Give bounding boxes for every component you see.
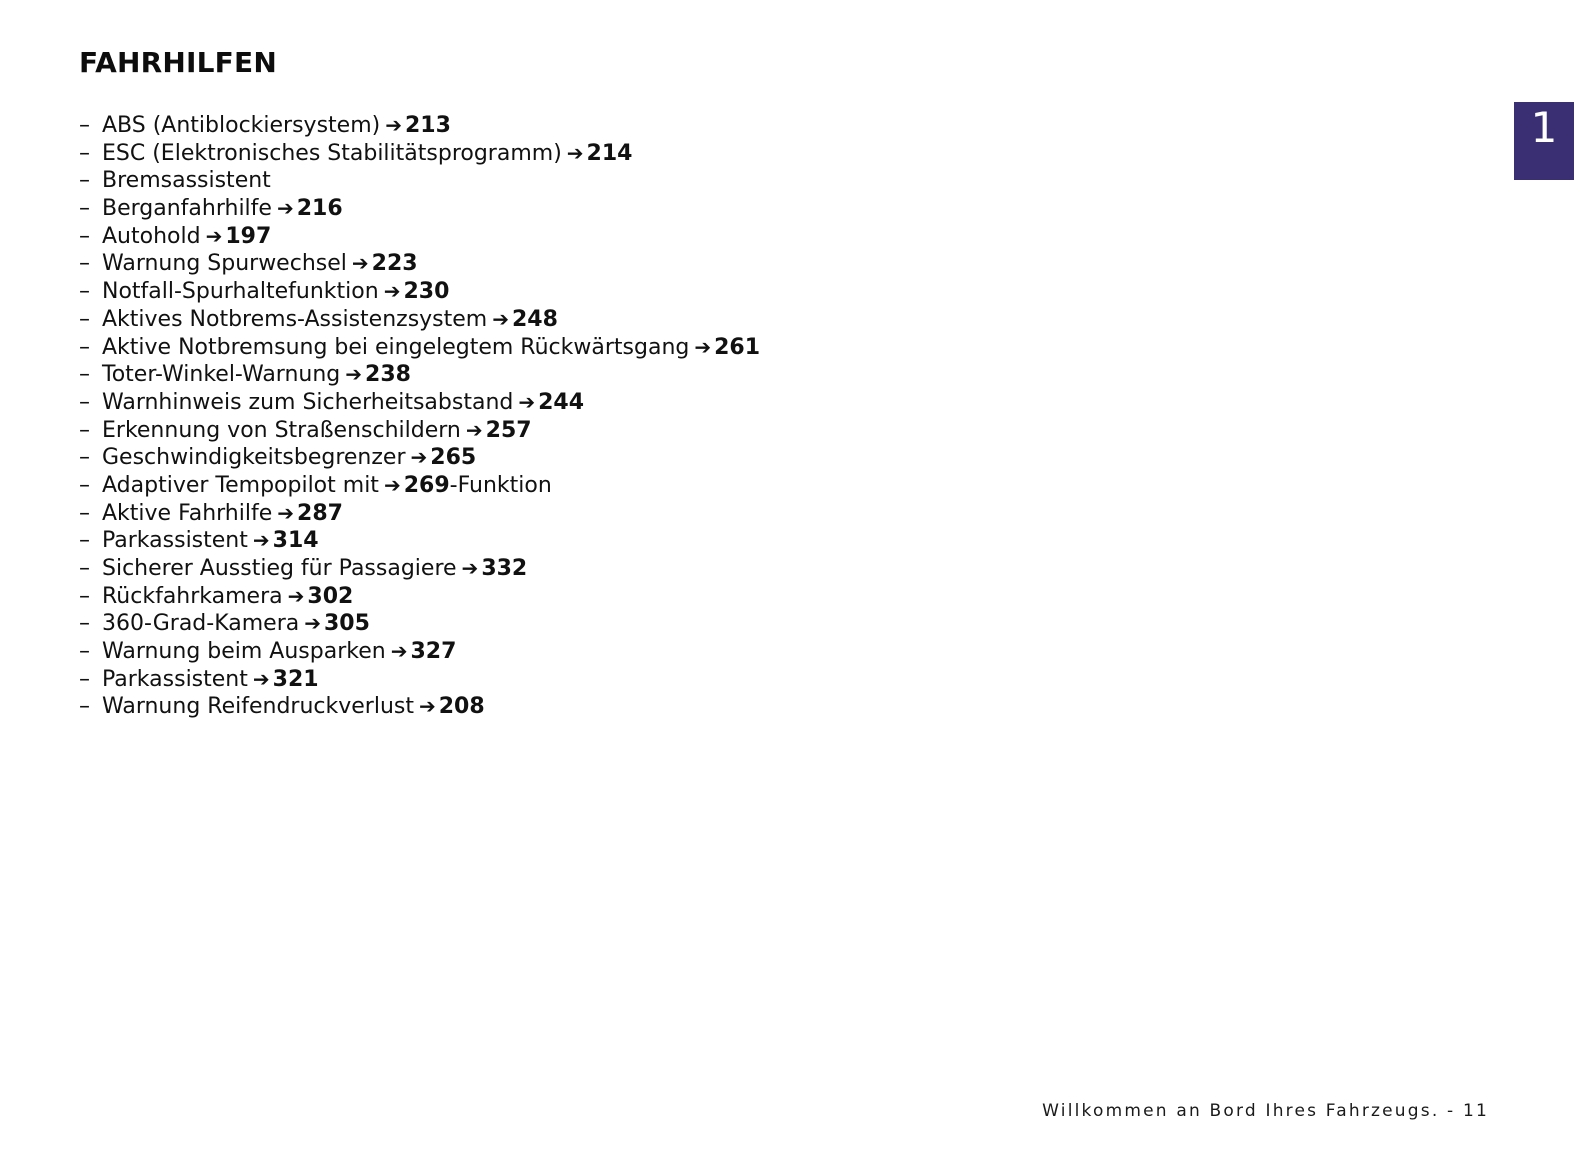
arrow-right-icon: ➔ xyxy=(287,583,305,608)
page-reference-link[interactable]: 269 xyxy=(403,472,450,498)
page-footer: Willkommen an Bord Ihres Fahrzeugs. - 11 xyxy=(1042,1101,1489,1121)
dash-bullet: – xyxy=(79,168,90,194)
arrow-right-icon: ➔ xyxy=(276,196,294,221)
page-reference-link[interactable]: 261 xyxy=(714,334,761,360)
item-suffix: -Funktion xyxy=(449,472,552,498)
list-item xyxy=(79,361,760,389)
dash-bullet: – xyxy=(79,196,90,222)
page-reference-link[interactable]: 302 xyxy=(307,583,354,609)
list-item xyxy=(79,555,760,583)
arrow-right-icon: ➔ xyxy=(465,417,483,442)
page-reference-link[interactable]: 216 xyxy=(296,196,343,222)
arrow-right-icon: ➔ xyxy=(351,251,369,276)
item-label: Warnung beim Ausparken xyxy=(102,639,386,665)
arrow-right-icon: ➔ xyxy=(694,334,712,359)
dash-bullet: – xyxy=(79,251,90,277)
list-item xyxy=(79,527,760,555)
item-label: ABS (Antiblockiersystem) xyxy=(102,113,381,138)
page-reference-link[interactable]: 305 xyxy=(324,611,370,637)
list-item xyxy=(79,195,760,223)
list-item xyxy=(79,223,760,251)
arrow-right-icon: ➔ xyxy=(304,611,321,636)
dash-bullet: – xyxy=(79,223,90,249)
dash-bullet: – xyxy=(79,500,90,526)
page-reference-link[interactable]: 287 xyxy=(297,500,343,526)
item-label: Aktive Notbremsung bei eingelegtem Rückwärtsgang xyxy=(102,334,690,360)
page-reference-link[interactable]: 327 xyxy=(410,639,457,665)
item-label: Toter-Winkel-Warnung xyxy=(102,362,341,388)
arrow-right-icon: ➔ xyxy=(461,556,479,580)
dash-bullet: – xyxy=(79,140,90,166)
page-reference-link[interactable]: 265 xyxy=(430,445,477,471)
item-label: Adaptiver Tempopilot mit xyxy=(102,472,379,498)
page-reference-link[interactable]: 321 xyxy=(272,666,319,692)
dash-bullet: – xyxy=(79,472,90,498)
arrow-right-icon: ➔ xyxy=(385,113,402,137)
item-label: Geschwindigkeitsbegrenzer xyxy=(102,445,406,471)
chapter-tab[interactable]: 1 xyxy=(1514,102,1574,180)
page-reference-link[interactable]: 238 xyxy=(365,362,411,388)
page-reference-link[interactable]: 314 xyxy=(272,528,319,554)
arrow-right-icon: ➔ xyxy=(390,639,408,664)
arrow-right-icon: ➔ xyxy=(383,279,401,304)
list-item xyxy=(79,306,760,334)
feature-list xyxy=(79,112,760,721)
item-label: Erkennung von Straßenschildern xyxy=(102,417,461,443)
arrow-right-icon: ➔ xyxy=(418,694,436,719)
list-item xyxy=(79,140,760,168)
item-label: Autohold xyxy=(102,223,201,249)
item-label: ESC (Elektronisches Stabilitätsprogramm) xyxy=(102,140,562,166)
list-item xyxy=(79,583,760,611)
arrow-right-icon: ➔ xyxy=(492,306,509,331)
page-reference-link[interactable]: 230 xyxy=(403,279,450,305)
dash-bullet: – xyxy=(79,666,90,692)
page-title: FAHRHILFEN xyxy=(79,46,277,79)
list-item xyxy=(79,638,760,666)
dash-bullet: – xyxy=(79,694,90,720)
dash-bullet: – xyxy=(79,306,90,332)
list-item xyxy=(79,610,760,638)
arrow-right-icon: ➔ xyxy=(277,500,295,525)
list-item xyxy=(79,112,760,140)
arrow-right-icon: ➔ xyxy=(252,528,270,553)
dash-bullet: – xyxy=(79,362,90,388)
arrow-right-icon: ➔ xyxy=(410,445,428,470)
list-item xyxy=(79,250,760,278)
item-label: Warnung Spurwechsel xyxy=(102,251,347,277)
dash-bullet: – xyxy=(79,528,90,554)
dash-bullet: – xyxy=(79,113,90,138)
page-reference-link[interactable]: 197 xyxy=(225,223,272,249)
item-label: Aktive Fahrhilfe xyxy=(102,500,273,526)
list-item xyxy=(79,693,760,721)
dash-bullet: – xyxy=(79,583,90,609)
item-label: Parkassistent xyxy=(102,528,248,554)
list-item xyxy=(79,472,760,500)
item-label: Parkassistent xyxy=(102,666,248,692)
list-item xyxy=(79,500,760,528)
page-reference-link[interactable]: 332 xyxy=(481,556,528,581)
list-item xyxy=(79,278,760,306)
page-reference-link[interactable]: 223 xyxy=(371,251,418,277)
dash-bullet: – xyxy=(79,556,90,581)
arrow-right-icon: ➔ xyxy=(566,140,584,165)
dash-bullet: – xyxy=(79,417,90,443)
arrow-right-icon: ➔ xyxy=(383,472,401,497)
list-item xyxy=(79,444,760,472)
arrow-right-icon: ➔ xyxy=(205,223,223,248)
item-label: 360-Grad-Kamera xyxy=(102,611,300,637)
dash-bullet: – xyxy=(79,611,90,637)
page-reference-link[interactable]: 248 xyxy=(512,306,558,332)
page-reference-link[interactable]: 257 xyxy=(485,417,532,443)
page-reference-link[interactable]: 208 xyxy=(438,694,485,720)
page-reference-link[interactable]: 214 xyxy=(586,140,633,166)
dash-bullet: – xyxy=(79,334,90,360)
arrow-right-icon: ➔ xyxy=(345,362,363,387)
arrow-right-icon: ➔ xyxy=(252,666,270,691)
arrow-right-icon: ➔ xyxy=(518,389,536,414)
list-item xyxy=(79,417,760,445)
list-item xyxy=(79,666,760,694)
list-item xyxy=(79,334,760,362)
item-label: Bremsassistent xyxy=(102,168,271,194)
dash-bullet: – xyxy=(79,639,90,665)
page-reference-link[interactable]: 213 xyxy=(404,113,451,138)
item-label: Warnung Reifendruckverlust xyxy=(102,694,414,720)
item-label: Rückfahrkamera xyxy=(102,583,283,609)
item-label: Aktives Notbrems-Assistenzsystem xyxy=(102,306,488,332)
page-reference-link[interactable]: 244 xyxy=(538,389,585,415)
list-item xyxy=(79,167,760,195)
item-label: Sicherer Ausstieg für Passagiere xyxy=(102,556,457,581)
dash-bullet: – xyxy=(79,389,90,415)
list-item xyxy=(79,389,760,417)
item-label: Berganfahrhilfe xyxy=(102,196,272,222)
item-label: Notfall-Spurhaltefunktion xyxy=(102,279,379,305)
item-label: Warnhinweis zum Sicherheitsabstand xyxy=(102,389,514,415)
dash-bullet: – xyxy=(79,445,90,471)
dash-bullet: – xyxy=(79,279,90,305)
